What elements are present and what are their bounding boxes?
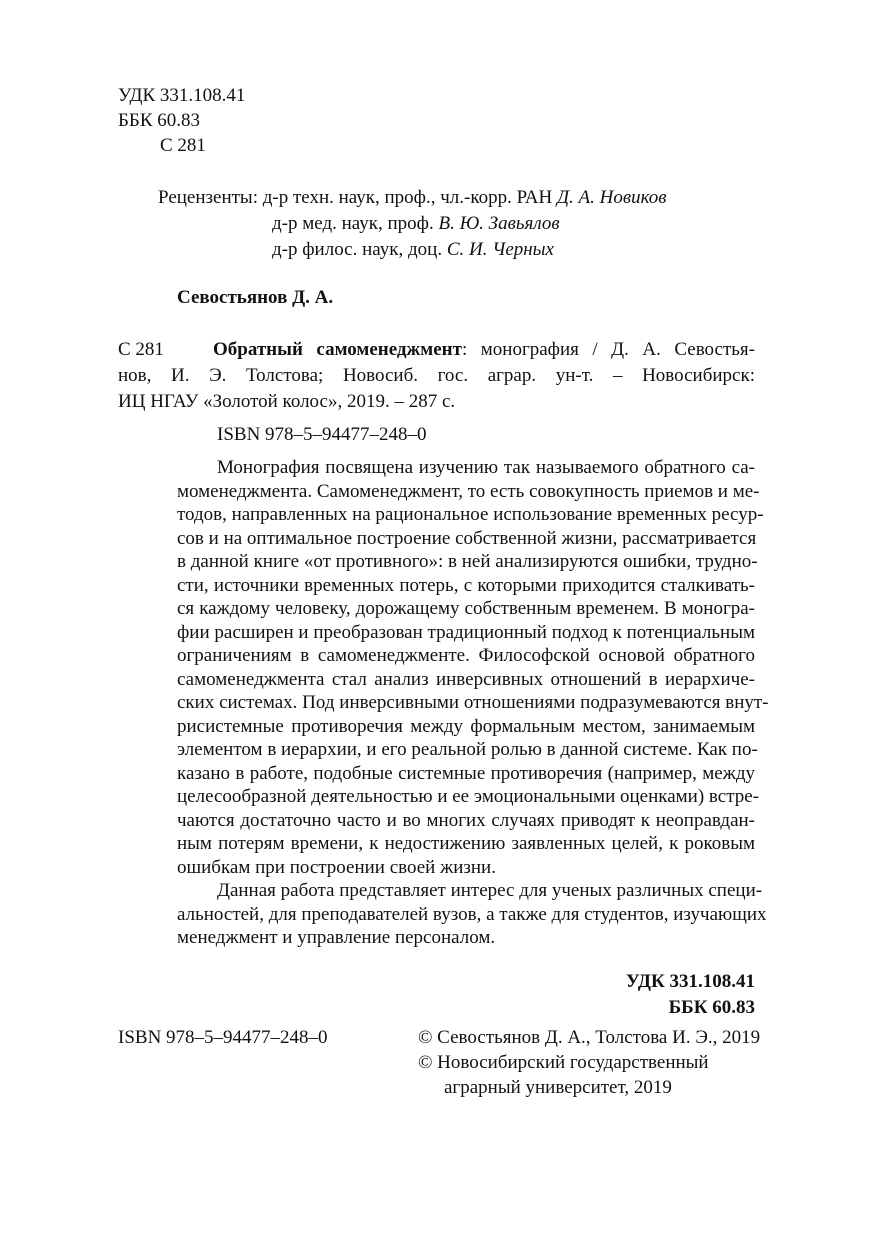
abstract-line: в данной книге «от противного»: в ней анализируются ошибки, трудно-	[177, 551, 758, 572]
abstract-line: самоменеджмента стал анализ инверсивных отношений в иерархиче-	[177, 668, 755, 690]
abstract-line: целесообразной деятельностью и ее эмоциональными оценками) встре-	[177, 786, 759, 807]
reviewer-title: д-р мед. наук, проф.	[272, 213, 434, 234]
abstract	[177, 456, 769, 950]
abstract-line: Монография посвящена изучению так называемого обратного са-	[217, 457, 755, 478]
catalog-line-rest: : монография / Д. А. Севостья-	[461, 339, 755, 360]
abstract-line: Данная работа представляет интерес для ученых различных специ-	[217, 880, 763, 901]
abstract-line: ся каждому человеку, дорожащему собственным временем. В моногра-	[177, 598, 755, 619]
copyright-line: © Севостьянов Д. А., Толстова И. Э., 2019	[418, 1027, 761, 1048]
copyright-line: аграрный университет, 2019	[444, 1077, 672, 1098]
reviewer-row	[158, 186, 667, 212]
abstract-line: казано в работе, подобные системные противоречия (например, между	[177, 762, 755, 784]
reviewer-row	[158, 238, 667, 264]
abstract-line: ограничениям в самоменеджменте. Философской основой обратного	[177, 645, 755, 666]
abstract-line: тодов, направленных на рациональное использование временных ресур-	[177, 504, 764, 525]
abstract-line: фии расширен и преобразован традиционный подход к потенциальным	[177, 621, 755, 643]
footer-classification-codes	[626, 970, 755, 1022]
reviewer-name: В. Ю. Завьялов	[438, 213, 560, 234]
copyright-block	[418, 1026, 760, 1101]
udk-code: УДК 331.108.41	[118, 85, 246, 106]
footer-isbn: ISBN 978–5–94477–248–0	[118, 1027, 328, 1048]
abstract-line: элементом в иерархии, и его реальной ролью в данной системе. Как по-	[177, 739, 758, 760]
abstract-line: ских системах. Под инверсивными отношениями подразумеваются внут-	[177, 692, 769, 713]
bbk-code: ББК 60.83	[118, 110, 200, 131]
abstract-line: сти, источники временных потерь, с которыми приходится сталкивать-	[177, 574, 755, 596]
abstract-line: альностей, для преподавателей вузов, а также для студентов, изучающих	[177, 903, 767, 925]
footer-udk-code: УДК 331.108.41	[625, 971, 755, 992]
author-mark: С 281	[160, 135, 206, 156]
copyright-line: © Новосибирский государственный	[418, 1052, 709, 1073]
author-heading: Севостьянов Д. А.	[177, 287, 334, 308]
abstract-line: чаются достаточно часто и во многих случаях приводят к неоправдан-	[177, 809, 755, 831]
reviewer-name: С. И. Черных	[446, 239, 554, 260]
abstract-line: ошибкам при построении своей жизни.	[177, 856, 496, 878]
book-title: Обратный самоменеджмент	[213, 339, 462, 360]
abstract-line: ным потерям времени, к недостижению заявленных целей, к роковым	[177, 833, 755, 854]
abstract-line: рисистемные противоречия между формальным местом, занимаемым	[177, 715, 755, 737]
reviewer-row	[158, 212, 667, 238]
catalog-line: ИЦ НГАУ «Золотой колос», 2019. – 287 с.	[118, 391, 456, 412]
abstract-line: менеджмент и управление персоналом.	[177, 927, 496, 948]
classification-codes	[118, 84, 245, 159]
reviewer-title: д-р филос. наук, доц.	[272, 239, 443, 260]
abstract-line: моменеджмента. Самоменеджмент, то есть совокупность приемов и ме-	[177, 480, 760, 502]
catalog-code: С 281	[118, 339, 164, 360]
catalog-line: нов, И. Э. Толстова; Новосиб. гос. аграр. ун-т. – Новосибирск:	[118, 365, 755, 386]
catalog-isbn: ISBN 978–5–94477–248–0	[217, 424, 427, 445]
reviewers-label: Рецензенты:	[158, 187, 258, 208]
reviewers-block	[158, 186, 667, 264]
abstract-line: сов и на оптимальное построение собственной жизни, рассматривается	[177, 527, 757, 549]
catalog-line	[177, 338, 755, 364]
reviewer-title: д-р техн. наук, проф., чл.-корр. РАН	[262, 187, 553, 208]
reviewer-name: Д. А. Новиков	[556, 187, 667, 208]
footer-bbk-code: ББК 60.83	[668, 997, 755, 1018]
